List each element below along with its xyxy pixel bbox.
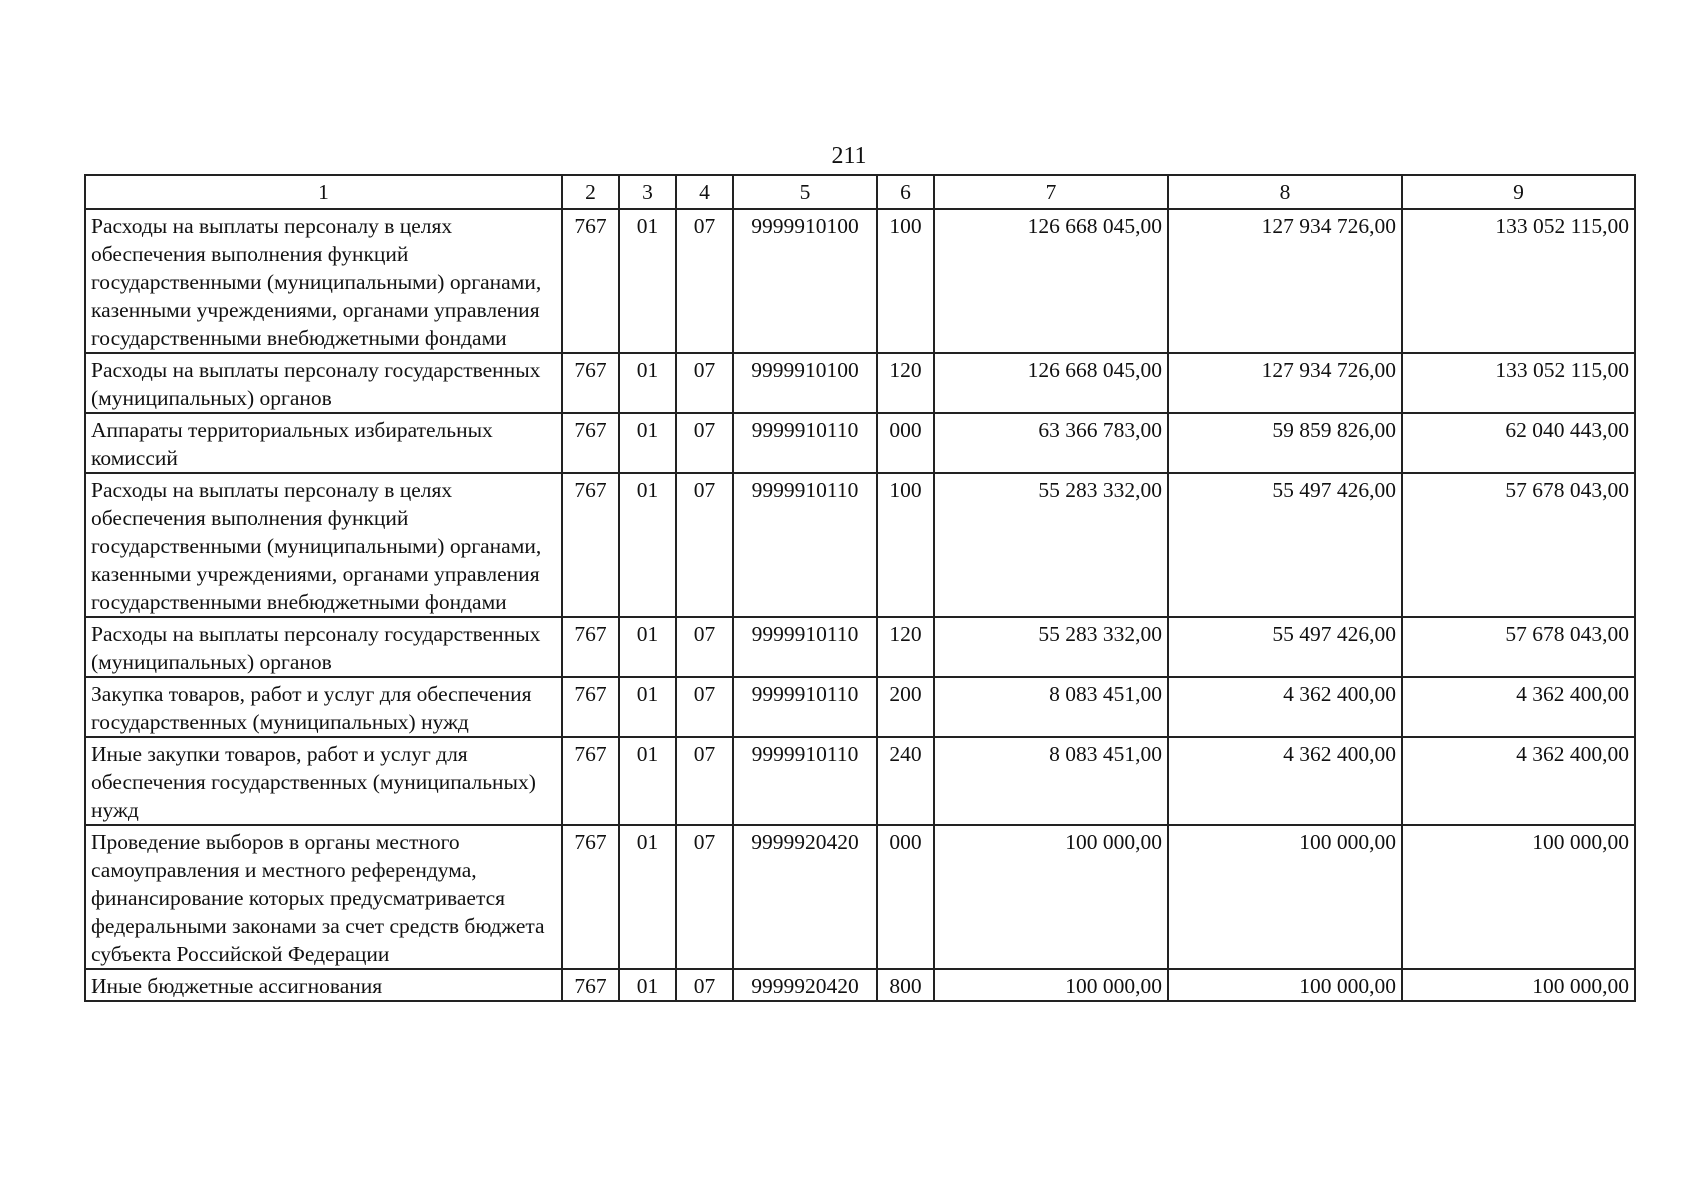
expense-type-code: 800 — [877, 969, 934, 1001]
amount-col-7: 63 366 783,00 — [934, 413, 1168, 473]
row-description: Расходы на выплаты персоналу в целях обеспечения выполнения функций государственными (муниципальными) органами, казенными учреждениями, органами управления государственными внебюджетными фондами — [85, 473, 562, 617]
subsection-code: 07 — [676, 413, 733, 473]
section-code: 01 — [619, 825, 676, 969]
expense-type-code: 100 — [877, 473, 934, 617]
column-header: 7 — [934, 175, 1168, 209]
table-row — [85, 969, 1635, 1001]
grbs-code: 767 — [562, 825, 619, 969]
table-row — [85, 617, 1635, 677]
expense-type-code: 000 — [877, 413, 934, 473]
subsection-code: 07 — [676, 209, 733, 353]
amount-col-8: 127 934 726,00 — [1168, 353, 1402, 413]
amount-col-7: 100 000,00 — [934, 969, 1168, 1001]
grbs-code: 767 — [562, 473, 619, 617]
amount-col-8: 100 000,00 — [1168, 969, 1402, 1001]
row-description: Проведение выборов в органы местного самоуправления и местного референдума, финансирование которых предусматривается федеральными законами за счет средств бюджета субъекта Российской Федерации — [85, 825, 562, 969]
amount-col-7: 100 000,00 — [934, 825, 1168, 969]
table-row — [85, 209, 1635, 353]
column-header: 2 — [562, 175, 619, 209]
column-header: 1 — [85, 175, 562, 209]
expense-type-code: 120 — [877, 617, 934, 677]
subsection-code: 07 — [676, 737, 733, 825]
subsection-code: 07 — [676, 353, 733, 413]
grbs-code: 767 — [562, 353, 619, 413]
table-row — [85, 473, 1635, 617]
table-row — [85, 353, 1635, 413]
grbs-code: 767 — [562, 677, 619, 737]
section-code: 01 — [619, 413, 676, 473]
amount-col-8: 55 497 426,00 — [1168, 617, 1402, 677]
grbs-code: 767 — [562, 737, 619, 825]
amount-col-9: 100 000,00 — [1402, 825, 1635, 969]
amount-col-8: 4 362 400,00 — [1168, 737, 1402, 825]
section-code: 01 — [619, 677, 676, 737]
column-header: 4 — [676, 175, 733, 209]
target-article-code: 9999910110 — [733, 737, 877, 825]
expense-type-code: 120 — [877, 353, 934, 413]
row-description: Расходы на выплаты персоналу государственных (муниципальных) органов — [85, 617, 562, 677]
column-header: 6 — [877, 175, 934, 209]
amount-col-7: 126 668 045,00 — [934, 353, 1168, 413]
grbs-code: 767 — [562, 969, 619, 1001]
target-article-code: 9999910110 — [733, 617, 877, 677]
amount-col-7: 8 083 451,00 — [934, 737, 1168, 825]
amount-col-7: 126 668 045,00 — [934, 209, 1168, 353]
target-article-code: 9999910100 — [733, 353, 877, 413]
header-row — [85, 175, 1635, 209]
table-row — [85, 677, 1635, 737]
amount-col-9: 100 000,00 — [1402, 969, 1635, 1001]
target-article-code: 9999920420 — [733, 825, 877, 969]
page-number: 211 — [831, 143, 867, 169]
row-description: Расходы на выплаты персоналу государственных (муниципальных) органов — [85, 353, 562, 413]
expense-type-code: 200 — [877, 677, 934, 737]
amount-col-7: 8 083 451,00 — [934, 677, 1168, 737]
table-row — [85, 825, 1635, 969]
amount-col-9: 133 052 115,00 — [1402, 353, 1635, 413]
subsection-code: 07 — [676, 825, 733, 969]
target-article-code: 9999910100 — [733, 209, 877, 353]
table-row — [85, 413, 1635, 473]
target-article-code: 9999920420 — [733, 969, 877, 1001]
amount-col-8: 59 859 826,00 — [1168, 413, 1402, 473]
row-description: Иные бюджетные ассигнования — [85, 969, 562, 1001]
expense-type-code: 100 — [877, 209, 934, 353]
subsection-code: 07 — [676, 677, 733, 737]
amount-col-9: 57 678 043,00 — [1402, 473, 1635, 617]
amount-col-9: 4 362 400,00 — [1402, 677, 1635, 737]
amount-col-8: 55 497 426,00 — [1168, 473, 1402, 617]
amount-col-8: 100 000,00 — [1168, 825, 1402, 969]
column-header: 3 — [619, 175, 676, 209]
amount-col-8: 4 362 400,00 — [1168, 677, 1402, 737]
budget-table — [84, 174, 1636, 1002]
column-header: 8 — [1168, 175, 1402, 209]
column-header: 5 — [733, 175, 877, 209]
section-code: 01 — [619, 969, 676, 1001]
row-description: Закупка товаров, работ и услуг для обеспечения государственных (муниципальных) нужд — [85, 677, 562, 737]
amount-col-7: 55 283 332,00 — [934, 617, 1168, 677]
section-code: 01 — [619, 209, 676, 353]
section-code: 01 — [619, 353, 676, 413]
section-code: 01 — [619, 737, 676, 825]
target-article-code: 9999910110 — [733, 473, 877, 617]
table-row — [85, 737, 1635, 825]
row-description: Аппараты территориальных избирательных комиссий — [85, 413, 562, 473]
amount-col-9: 62 040 443,00 — [1402, 413, 1635, 473]
subsection-code: 07 — [676, 617, 733, 677]
row-description: Иные закупки товаров, работ и услуг для обеспечения государственных (муниципальных) нужд — [85, 737, 562, 825]
amount-col-7: 55 283 332,00 — [934, 473, 1168, 617]
subsection-code: 07 — [676, 969, 733, 1001]
section-code: 01 — [619, 473, 676, 617]
amount-col-9: 57 678 043,00 — [1402, 617, 1635, 677]
amount-col-9: 4 362 400,00 — [1402, 737, 1635, 825]
section-code: 01 — [619, 617, 676, 677]
target-article-code: 9999910110 — [733, 413, 877, 473]
grbs-code: 767 — [562, 617, 619, 677]
expense-type-code: 240 — [877, 737, 934, 825]
target-article-code: 9999910110 — [733, 677, 877, 737]
grbs-code: 767 — [562, 413, 619, 473]
grbs-code: 767 — [562, 209, 619, 353]
amount-col-8: 127 934 726,00 — [1168, 209, 1402, 353]
column-header: 9 — [1402, 175, 1635, 209]
expense-type-code: 000 — [877, 825, 934, 969]
amount-col-9: 133 052 115,00 — [1402, 209, 1635, 353]
row-description: Расходы на выплаты персоналу в целях обеспечения выполнения функций государственными (муниципальными) органами, казенными учреждениями, органами управления государственными внебюджетными фондами — [85, 209, 562, 353]
subsection-code: 07 — [676, 473, 733, 617]
